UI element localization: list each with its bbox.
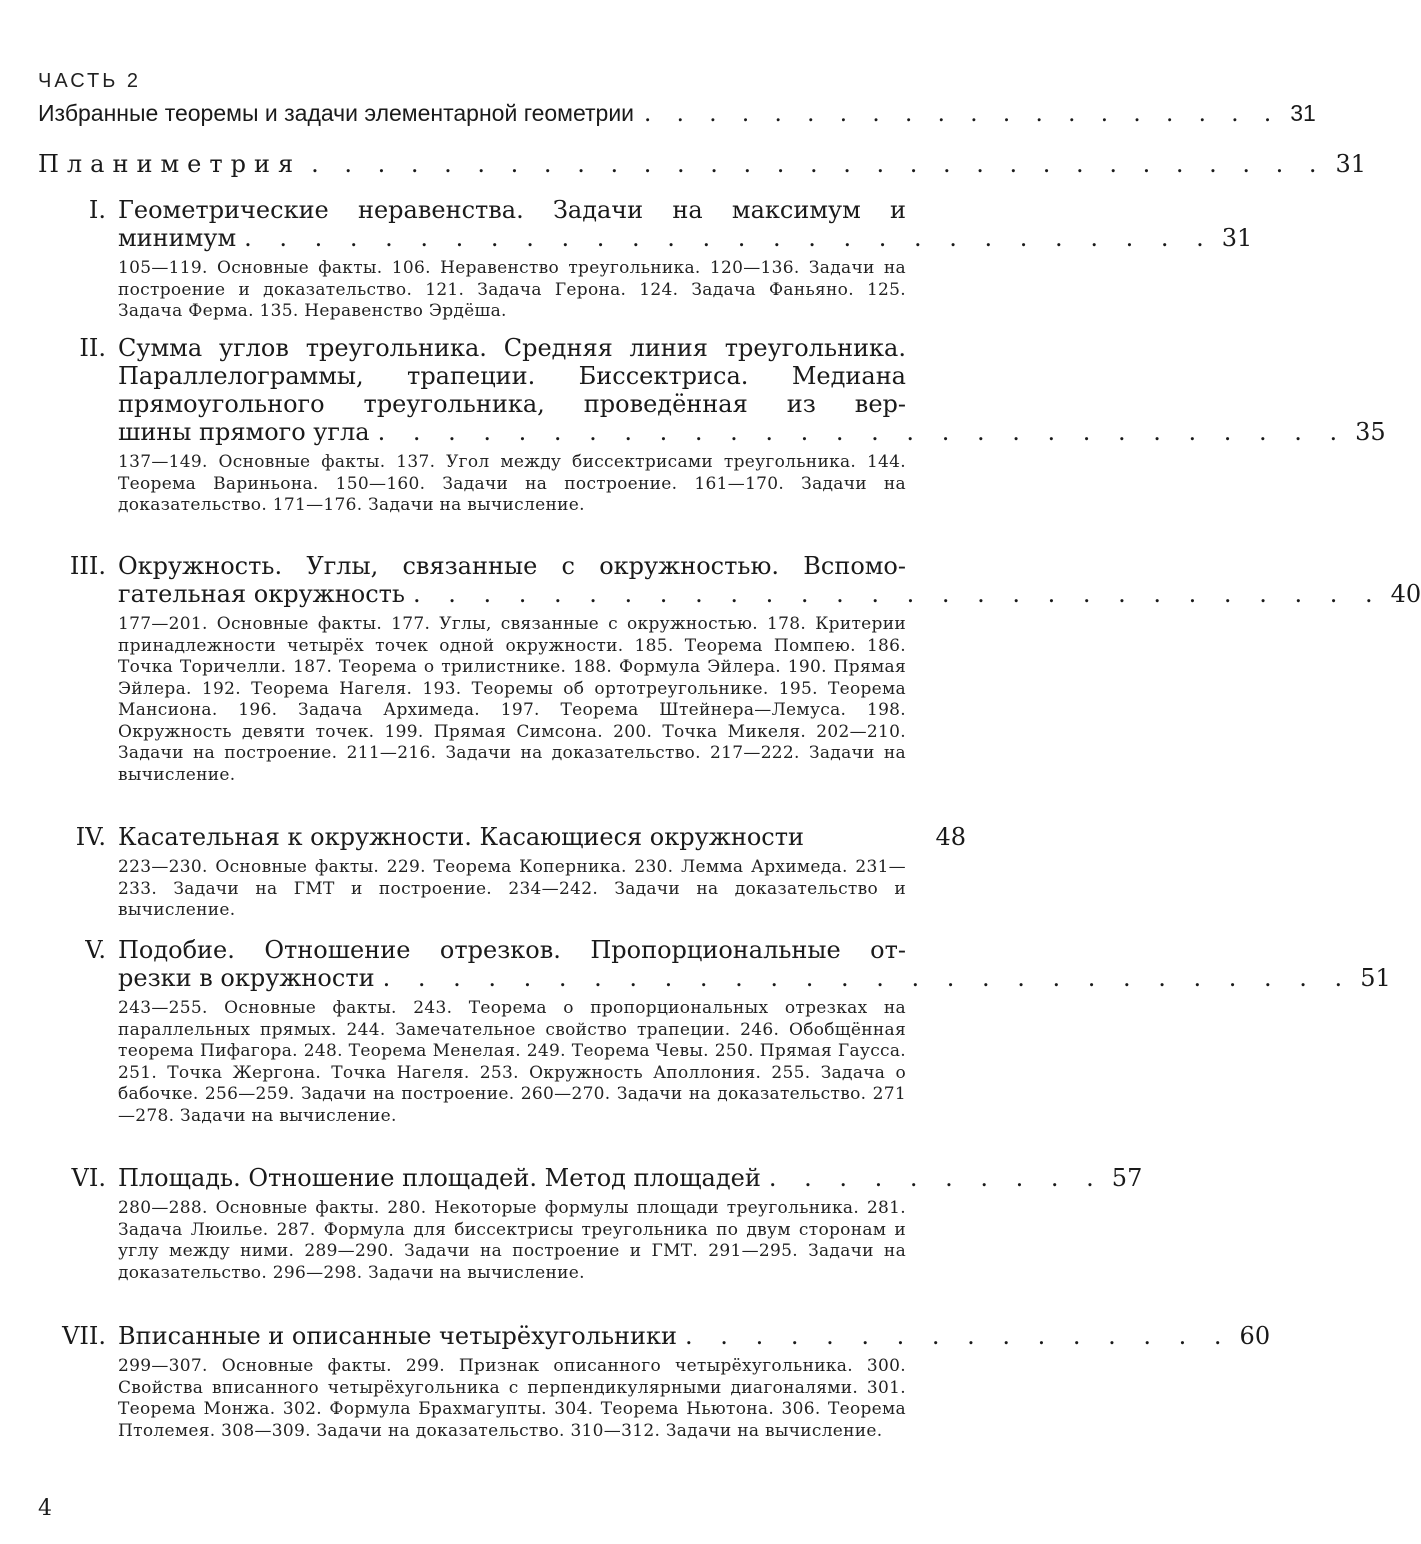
chapter-page: 31 — [1221, 224, 1253, 252]
leader-dots: . . . . . . . . . . . . . . . . . . . . . . . . . . . . . . . — [311, 150, 1326, 178]
chapter-page: 40 — [1390, 580, 1421, 608]
chapter-description: 137—149. Основные факты. 137. Угол между биссектрисами треугольника. 144. Теорема Вариньона. 150—160. Задачи на построение. 161—170. Задачи на доказательство. 171—176. Задачи на вычисление. — [118, 452, 906, 515]
chapter-3[interactable] — [38, 552, 1421, 786]
chapter-heading — [38, 936, 1391, 992]
chapter-title: Окружность. Углы, связанные с окружностью. Вспомо- — [118, 552, 906, 580]
chapter-heading — [38, 552, 1421, 608]
chapter-title-end: Касательная к окружности. Касающиеся окружности — [118, 823, 804, 851]
leader-dots: . . . . . . . . . . . . . . . . — [685, 1322, 1232, 1350]
chapter-number: VII. — [62, 1322, 106, 1350]
chapter-1[interactable] — [38, 196, 1253, 323]
chapter-number: I. — [88, 196, 106, 224]
leader-dots: . . . . . . . . . . . . . . . . . . . . — [644, 101, 1281, 127]
part-label: ЧАСТЬ 2 — [38, 70, 142, 92]
chapter-2[interactable] — [38, 334, 1386, 517]
section-title-row[interactable] — [38, 150, 1367, 178]
chapter-heading — [38, 334, 1386, 446]
chapter-7[interactable] — [38, 1322, 1271, 1442]
chapter-title-end: Вписанные и описанные четырёхугольники — [118, 1322, 678, 1350]
leader-dots: . . . . . . . . . . . . . . . . . . . . . . . . . . . . — [413, 580, 1383, 608]
chapter-description: 299—307. Основные факты. 299. Признак описанного четырёхугольника. 300. Свойства вписанного четырёхугольника с перпендикулярными диагоналями. 301. Теорема Монжа. 302. Формула Брахмагупты. 304. Теорема Ньютона. 306. Теорема Птолемея. 308—309. Задачи на доказательство. 310—312. Задачи на вычисление. — [118, 1356, 906, 1441]
chapter-number: III. — [69, 552, 106, 580]
chapter-title: Геометрические неравенства. Задачи на максимум и — [118, 196, 906, 224]
chapter-heading — [38, 1322, 1271, 1350]
chapter-title: Подобие. Отношение отрезков. Пропорциональные от- — [118, 936, 906, 964]
chapter-number: V. — [85, 936, 106, 964]
part-title: Избранные теоремы и задачи элементарной геометрии — [38, 100, 635, 126]
chapter-heading — [38, 1164, 1143, 1192]
chapter-description: 105—119. Основные факты. 106. Неравенство треугольника. 120—136. Задачи на построение и доказательство. 121. Задача Герона. 124. Задача Фаньяно. 125. Задача Ферма. 135. Неравенство Эрдёша. — [118, 258, 906, 321]
chapter-title-end: шины прямого угла — [118, 418, 370, 446]
chapter-page: 51 — [1360, 964, 1391, 992]
part-title-row[interactable] — [38, 100, 1316, 127]
leader-dots: . . . . . . . . . . . . . . . . . . . . . . . . . . . . — [377, 418, 1348, 446]
section-page: 31 — [1335, 150, 1367, 178]
chapter-heading — [38, 196, 1253, 252]
chapter-title-end: гательная окружность — [118, 580, 405, 608]
chapter-number: VI. — [71, 1164, 106, 1192]
section-title: Планиметрия — [38, 150, 302, 178]
chapter-number: IV. — [75, 823, 106, 851]
chapter-title: Сумма углов треугольника. Средняя линия треугольника. Параллелограммы, трапеции. Биссектриса. Медиана прямоугольного треугольника, проведённая из вер- — [118, 334, 906, 418]
chapter-title-end: минимум — [118, 224, 237, 252]
chapter-6[interactable] — [38, 1164, 1143, 1284]
leader-dots: . . . . . . . . . . . . . . . . . . . . . . . . . . . . — [382, 964, 1353, 992]
chapter-description: 177—201. Основные факты. 177. Углы, связанные с окружностью. 178. Критерии принадлежности четырёх точек одной окружности. 185. Теорема Помпею. 186. Точка Торичелли. 187. Теорема о трилистнике. 188. Формула Эйлера. 190. Прямая Эйлера. 192. Теорема Нагеля. 193. Теоремы об ортотреугольнике. 195. Теорема Мансиона. 196. Задача Архимеда. 197. Теорема Штейнера—Лемуса. 198. Окружность девяти точек. 199. Прямая Симсона. 200. Точка Микеля. 202—210. Задачи на построение. 211—216. Задачи на доказательство. 217—222. Задачи на вычисление. — [118, 614, 906, 785]
chapter-title-end: резки в окружности — [118, 964, 375, 992]
chapter-description: 223—230. Основные факты. 229. Теорема Коперника. 230. Лемма Архимеда. 231—233. Задачи на ГМТ и построение. 234—242. Задачи на доказательство и вычисление. — [118, 857, 906, 920]
chapter-page: 60 — [1239, 1322, 1271, 1350]
chapter-page: 48 — [935, 823, 966, 851]
chapter-description: 243—255. Основные факты. 243. Теорема о пропорциональных отрезках на параллельных прямых. 244. Замечательное свойство трапеции. 246. Обобщённая теорема Пифагора. 248. Теорема Менелая. 249. Теорема Чевы. 250. Прямая Гаусса. 251. Точка Жергона. Точка Нагеля. 253. Окружность Аполлония. 255. Задача о бабочке. 256—259. Задачи на построение. 260—270. Задачи на доказательство. 271—278. Задачи на вычисление. — [118, 998, 906, 1126]
chapter-page: 35 — [1355, 418, 1386, 446]
page-number: 4 — [38, 1496, 52, 1521]
chapter-page: 57 — [1111, 1164, 1143, 1192]
chapter-number: II. — [79, 334, 106, 362]
part-page: 31 — [1290, 100, 1316, 126]
chapter-heading — [38, 823, 966, 851]
leader-dots: . . . . . . . . . . . . . . . . . . . . . . . . . . . . — [244, 224, 1214, 252]
chapter-5[interactable] — [38, 936, 1391, 1127]
chapter-title-end: Площадь. Отношение площадей. Метод площадей — [118, 1164, 761, 1192]
chapter-4[interactable] — [38, 823, 966, 922]
chapter-description: 280—288. Основные факты. 280. Некоторые формулы площади треугольника. 281. Задача Люилье. 287. Формула для биссектрисы треугольника по двум сторонам и углу между ними. 289—290. Задачи на построение и ГМТ. 291—295. Задачи на доказательство. 296—298. Задачи на вычисление. — [118, 1198, 906, 1283]
leader-dots: . . . . . . . . . . — [768, 1164, 1104, 1192]
